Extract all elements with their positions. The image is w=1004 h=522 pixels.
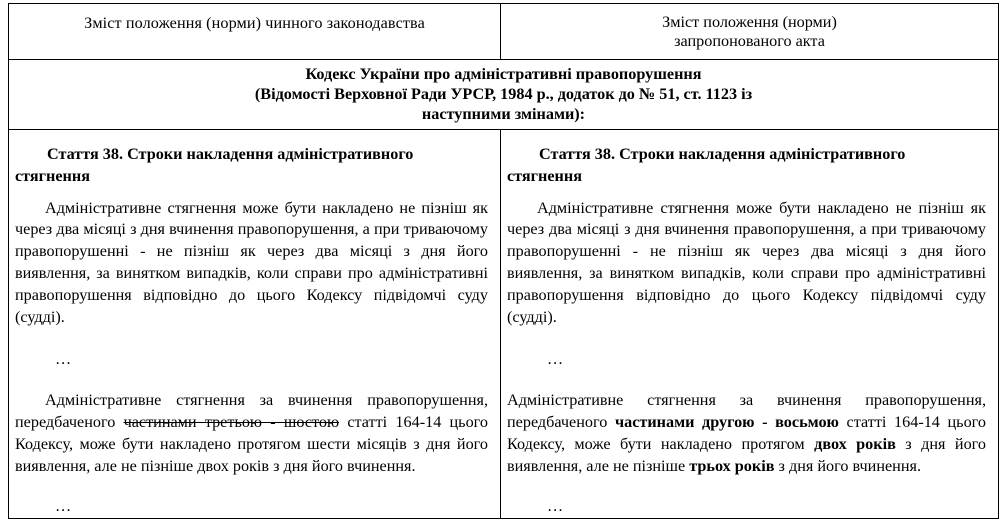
right-p2-text-c: з дня його виявлення, але не пізніше	[507, 434, 987, 475]
right-article-title-line1: Стаття 38. Строки накладення адміністративного	[539, 145, 906, 163]
left-ellipsis-2: …	[55, 497, 72, 516]
right-p2-bold-two-years: двох років	[814, 434, 896, 453]
code-title-line2: (Відомості Верховної Ради УРСР, 1984 р., додаток до № 51, ст. 1123 із	[254, 85, 753, 103]
left-article-title-line1: Стаття 38. Строки накладення адміністративного	[47, 145, 414, 163]
right-article-title-line2: стягнення	[507, 166, 582, 185]
header-current-law	[9, 4, 501, 60]
right-p2-bold-parts: частинами другою - восьмою	[614, 412, 839, 431]
left-paragraph-2	[15, 390, 488, 477]
header-row	[9, 4, 999, 60]
header-proposed-act	[501, 4, 999, 60]
right-p2-text-a: Адміністративне стягнення за вчинення правопорушення, передбаченого	[507, 391, 986, 431]
content-row	[9, 130, 999, 519]
right-p2-bold-three-years: трьох років	[689, 456, 775, 475]
left-p2-text-b: статті 164-14 цього Кодексу, може бути накладено протягом шести місяців з дня його виявлення, але не пізніше двох років з дня його вчинення.	[15, 412, 488, 475]
left-p2-struck-text: частинами третьою - шостою	[123, 412, 340, 431]
right-ellipsis-2: …	[547, 497, 564, 516]
header-proposed-line2: запропонованого акта	[674, 32, 825, 50]
left-p2-text-a: Адміністративне стягнення за вчинення правопорушення, передбаченого	[15, 391, 488, 431]
left-article-title	[15, 144, 488, 188]
proposed-act-cell	[501, 130, 999, 519]
code-row	[9, 60, 999, 130]
right-p2-text-b: статті 164-14 цього Кодексу, може бути накладено протягом	[507, 412, 986, 453]
code-title-line1: Кодекс України про адміністративні правопорушення	[305, 65, 702, 83]
right-paragraph-2	[507, 390, 986, 477]
left-article-title-line2: стягнення	[15, 166, 90, 185]
code-title-line3: наступними змінами):	[421, 105, 586, 123]
current-law-cell	[9, 130, 501, 519]
left-ellipsis-1: …	[55, 350, 72, 369]
right-paragraph-1: Адміністративне стягнення може бути накладено не пізніш як через два місяці з дня вчинення правопорушення, а при триваючому правопорушенні - не пізніш як через два місяці з дня його виявлення, за винятком випадків, коли справи про адміністративні правопорушення відповідно до цього Кодексу підвідомчі суду (судді).	[507, 198, 986, 326]
left-paragraph-1: Адміністративне стягнення може бути накладено не пізніш як через два місяці з дня вчинення правопорушення, а при триваючому правопорушенні - не пізніш як через два місяці з дня його виявлення, за винятком випадків, коли справи про адміністративні правопорушення відповідно до цього Кодексу підвідомчі суду (судді).	[15, 198, 488, 326]
comparison-table	[8, 3, 999, 519]
code-title-cell	[9, 60, 999, 130]
header-current-law-text: Зміст положення (норми) чинного законодавства	[84, 14, 425, 32]
right-article-title	[507, 144, 986, 188]
right-ellipsis-1: …	[547, 350, 564, 369]
header-proposed-line1: Зміст положення (норми)	[662, 13, 837, 31]
right-p2-text-d: з дня його вчинення.	[774, 456, 921, 475]
